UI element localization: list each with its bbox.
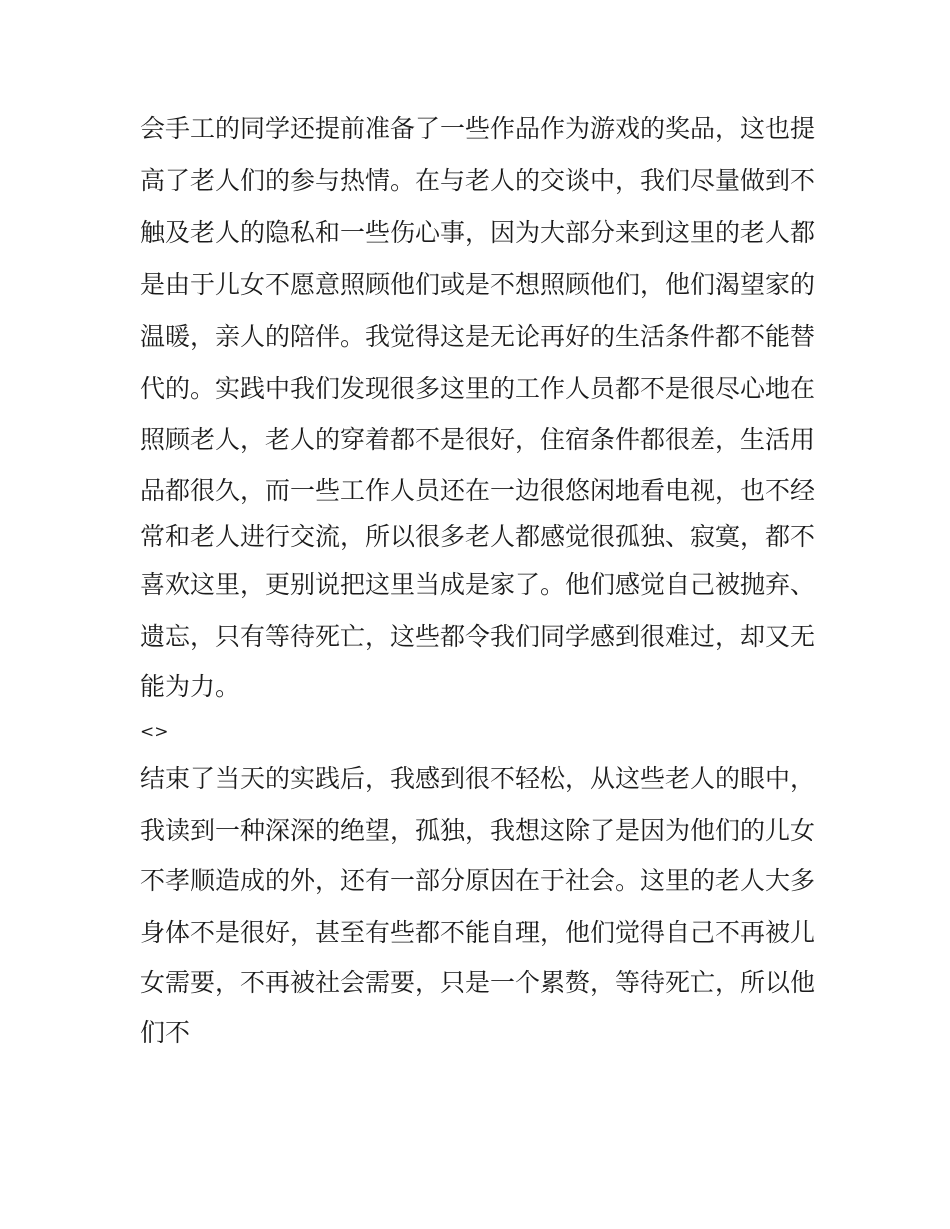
paragraph-1-line-5: 温暖，亲人的陪伴。我觉得这是无论再好的生活条件都不能替 — [140, 322, 816, 351]
paragraph-2-line-6: 们不 — [140, 1018, 191, 1047]
paragraph-1-line-12: 能为力。 — [140, 672, 241, 701]
paragraph-1-line-2: 高了老人们的参与热情。在与老人的交谈中，我们尽量做到不 — [140, 166, 816, 195]
paragraph-1-line-11: 遗忘，只有等待死亡，这些都令我们同学感到很难过，却又无 — [140, 622, 816, 651]
paragraph-1-line-10: 喜欢这里，更别说把这里当成是家了。他们感觉自己被抛弃、 — [140, 570, 816, 599]
paragraph-1-line-1: 会手工的同学还提前准备了一些作品作为游戏的奖品，这也提 — [140, 114, 816, 143]
paragraph-2-line-1: 结束了当天的实践后，我感到很不轻松，从这些老人的眼中， — [140, 764, 816, 793]
paragraph-1-line-6: 代的。实践中我们发现很多这里的工作人员都不是很尽心地在 — [140, 374, 816, 403]
paragraph-1-line-7: 照顾老人，老人的穿着都不是很好，住宿条件都很差，生活用 — [140, 425, 816, 454]
paragraph-2-line-4: 身体不是很好，甚至有些都不能自理，他们觉得自己不再被儿 — [140, 918, 816, 947]
paragraph-2-line-5: 女需要，不再被社会需要，只是一个累赘，等待死亡，所以他 — [140, 968, 816, 997]
paragraph-2-line-3: 不孝顺造成的外，还有一部分原因在于社会。这里的老人大多 — [140, 866, 816, 895]
section-separator: <> — [140, 722, 169, 742]
paragraph-1-line-4: 是由于儿女不愿意照顾他们或是不想照顾他们，他们渴望家的 — [140, 270, 816, 299]
paragraph-1-line-9: 常和老人进行交流，所以很多老人都感觉很孤独、寂寞，都不 — [140, 522, 816, 551]
paragraph-1-line-3: 触及老人的隐私和一些伤心事，因为大部分来到这里的老人都 — [140, 218, 816, 247]
paragraph-2-line-2: 我读到一种深深的绝望，孤独，我想这除了是因为他们的儿女 — [140, 816, 816, 845]
paragraph-1-line-8: 品都很久，而一些工作人员还在一边很悠闲地看电视，也不经 — [140, 476, 816, 505]
